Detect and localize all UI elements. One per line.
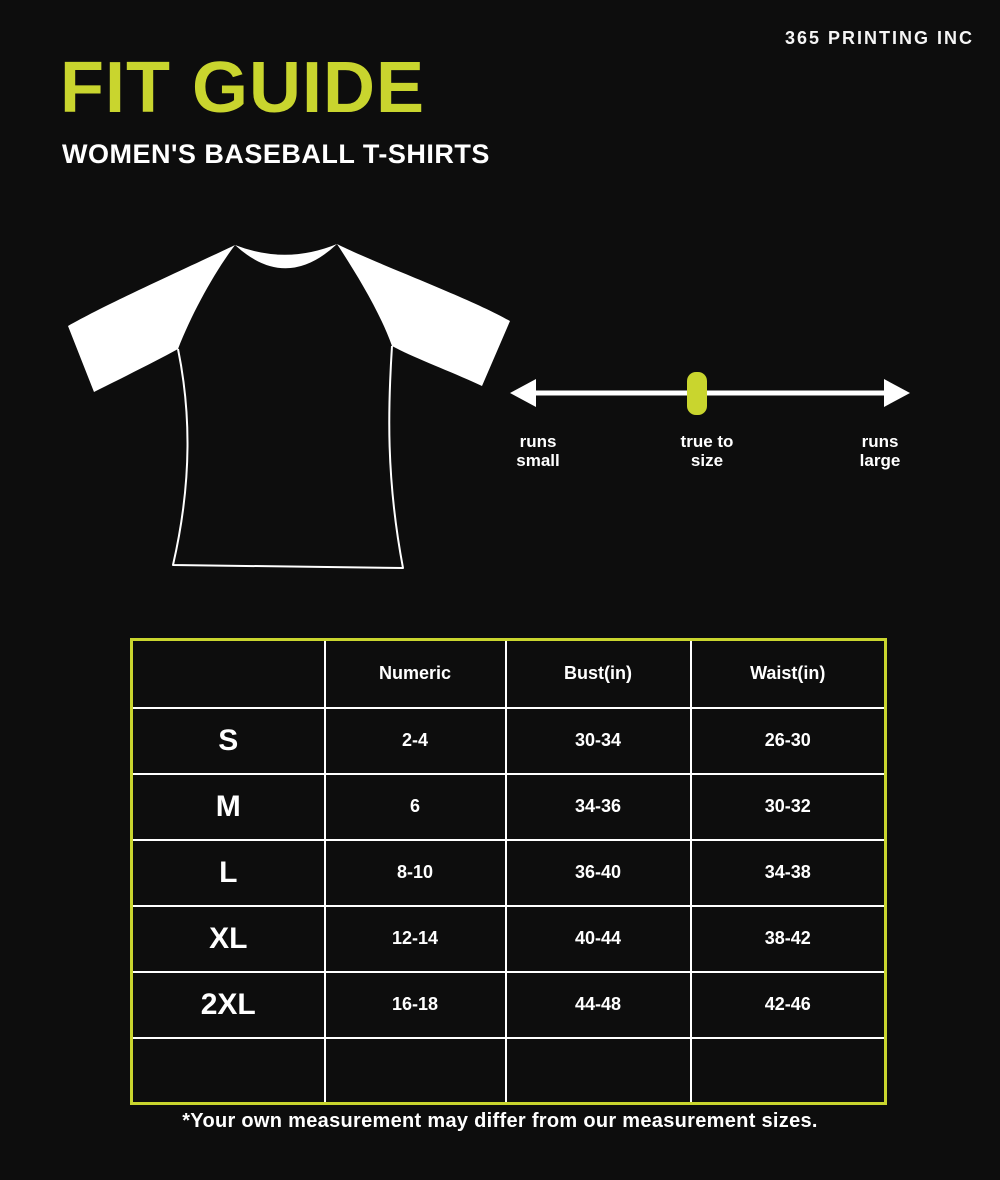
scale-label-line: runs [519,432,557,451]
table-row-l [132,840,886,906]
waist-value: 26-30 [691,708,886,774]
true-to-size-marker-icon [687,372,707,415]
numeric-value [325,1038,506,1104]
scale-label-line: large [859,451,901,470]
bust-value: 36-40 [506,840,691,906]
size-table [130,638,887,1105]
column-header-size [132,640,325,708]
waist-value [691,1038,886,1104]
size-table-header-row [132,640,886,708]
numeric-value: 2-4 [325,708,506,774]
arrow-right-icon [884,379,910,407]
size-label: L [132,840,325,906]
tshirt-illustration [50,218,520,588]
table-row-2xl [132,972,886,1038]
size-label: S [132,708,325,774]
table-row-xl [132,906,886,972]
bust-value: 34-36 [506,774,691,840]
arrow-left-icon [510,379,536,407]
numeric-value: 12-14 [325,906,506,972]
column-header-waist: Waist(in) [691,640,886,708]
waist-value: 34-38 [691,840,886,906]
waist-value: 38-42 [691,906,886,972]
scale-label-line: size [690,451,724,470]
page-title: FIT GUIDE [60,48,425,128]
fit-scale-arrow [505,366,915,428]
tshirt-collar [235,244,337,268]
bust-value: 44-48 [506,972,691,1038]
table-row-s [132,708,886,774]
scale-label-line: small [516,451,560,470]
scale-label-runs-large [820,432,940,470]
scale-label-line: true to [680,432,734,451]
tshirt-left-sleeve [68,245,235,392]
scale-label-true-to-size [647,432,767,470]
waist-value: 42-46 [691,972,886,1038]
numeric-value: 6 [325,774,506,840]
column-header-bust: Bust(in) [506,640,691,708]
numeric-value: 16-18 [325,972,506,1038]
tshirt-body-outline [173,346,403,568]
size-label: 2XL [132,972,325,1038]
numeric-value: 8-10 [325,840,506,906]
size-label: M [132,774,325,840]
table-row-m [132,774,886,840]
tshirt-right-sleeve [337,244,510,386]
bust-value [506,1038,691,1104]
measurement-disclaimer: *Your own measurement may differ from our measurement sizes. [182,1110,818,1132]
table-row-empty [132,1038,886,1104]
scale-label-runs-small [478,432,598,470]
brand-name: 365 PRINTING INC [784,28,974,48]
waist-value: 30-32 [691,774,886,840]
bust-value: 40-44 [506,906,691,972]
page-subtitle: WOMEN'S BASEBALL T-SHIRTS [62,139,490,169]
bust-value: 30-34 [506,708,691,774]
size-label: XL [132,906,325,972]
size-label [132,1038,325,1104]
scale-label-line: runs [861,432,899,451]
column-header-numeric: Numeric [325,640,506,708]
